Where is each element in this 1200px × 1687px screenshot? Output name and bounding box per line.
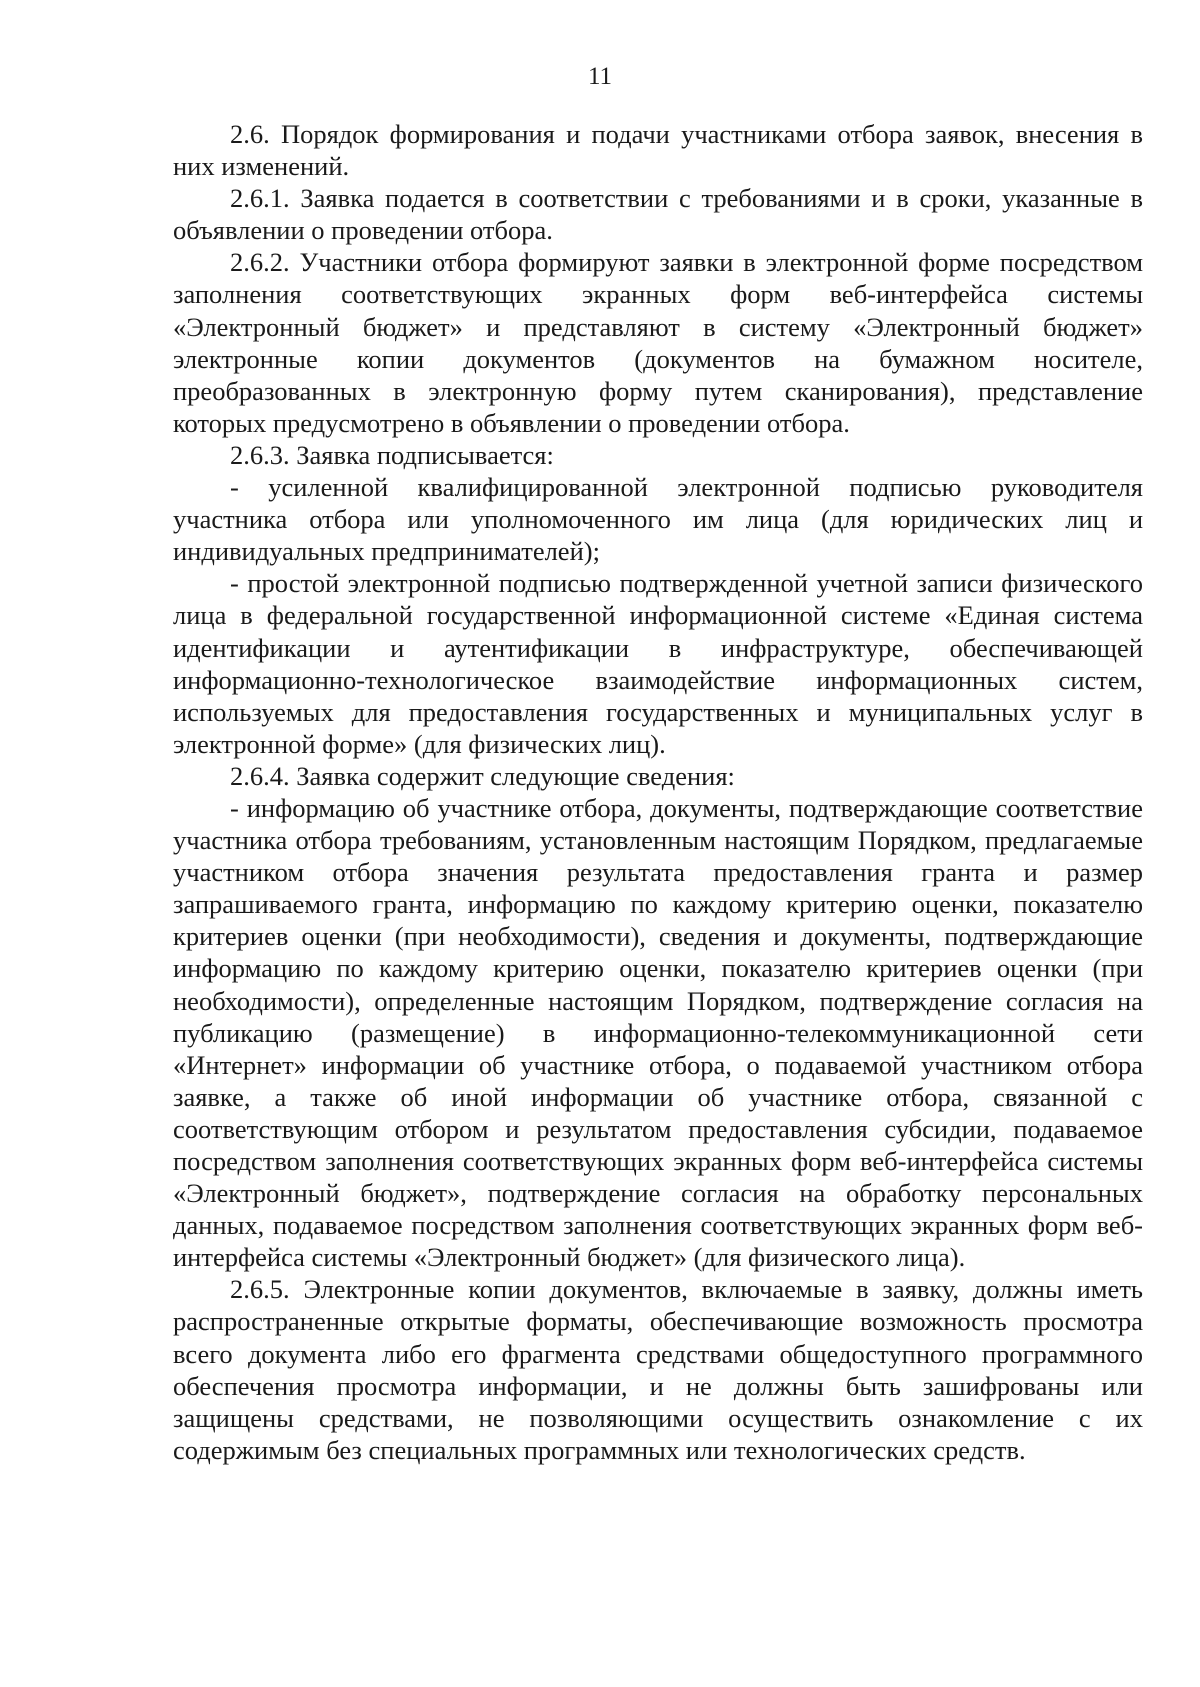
document-body — [173, 118, 1143, 1466]
list-item-qualified-signature: - усиленной квалифицированной электронной подписью руководителя участника отбора или уполномоченного им лица (для юридических лиц и индивидуальных предпринимателей); — [173, 472, 1143, 567]
paragraph-2-6: 2.6. Порядок формирования и подачи участниками отбора заявок, внесения в них изменений. — [173, 119, 1143, 182]
paragraph-2-6-3: 2.6.3. Заявка подписывается: — [230, 439, 554, 470]
paragraph-2-6-1: 2.6.1. Заявка подается в соответствии с требованиями и в сроки, указанные в объявлении о проведении отбора. — [173, 183, 1143, 246]
paragraph-2-6-4: 2.6.4. Заявка содержит следующие сведения: — [230, 760, 735, 791]
list-item-simple-signature: - простой электронной подписью подтвержденной учетной записи физического лица в федеральной государственной информационной системе «Единая система идентификации и аутентификации в инфраструктуре, обеспечивающей информационно-технологическое взаимодействие информационных систем, используемых для предоставления государственных и муниципальных услуг в электронной форме» (для физических лиц). — [173, 568, 1143, 759]
list-item-participant-information: - информацию об участнике отбора, документы, подтверждающие соответствие участника отбора требованиям, установленным настоящим Порядком, предлагаемые участником отбора значения результата предоставления гранта и размер запрашиваемого гранта, информацию по каждому критерию оценки, показателю критериев оценки (при необходимости), сведения и документы, подтверждающие информацию по каждому критерию оценки, показателю критериев оценки (при необходимости), определенные настоящим Порядком, подтверждение согласия на публикацию (размещение) в информационно-телекоммуникационной сети «Интернет» информации об участнике отбора, о подаваемой участником отбора заявке, а также об иной информации об участнике отбора, связанной с соответствующим отбором и результатом предоставления субсидии, подаваемое посредством заполнения соответствующих экранных форм веб-интерфейса системы «Электронный бюджет», подтверждение согласия на обработку персональных данных, подаваемое посредством заполнения соответствующих экранных форм веб-интерфейса системы «Электронный бюджет» (для физического лица). — [173, 792, 1143, 1273]
paragraph-2-6-2: 2.6.2. Участники отбора формируют заявки в электронной форме посредством заполнения соответствующих экранных форм веб-интерфейса системы «Электронный бюджет» и представляют в систему «Электронный бюджет» электронные копии документов (документов на бумажном носителе, преобразованных в электронную форму путем сканирования), представление которых предусмотрено в объявлении о проведении отбора. — [173, 247, 1143, 438]
paragraph-2-6-5: 2.6.5. Электронные копии документов, включаемые в заявку, должны иметь распространенные открытые форматы, обеспечивающие возможность просмотра всего документа либо его фрагмента средствами общедоступного программного обеспечения просмотра информации, и не должны быть зашифрованы или защищены средствами, не позволяющими осуществить ознакомление с их содержимым без специальных программных или технологических средств. — [173, 1274, 1143, 1465]
page-number: 11 — [587, 63, 613, 90]
